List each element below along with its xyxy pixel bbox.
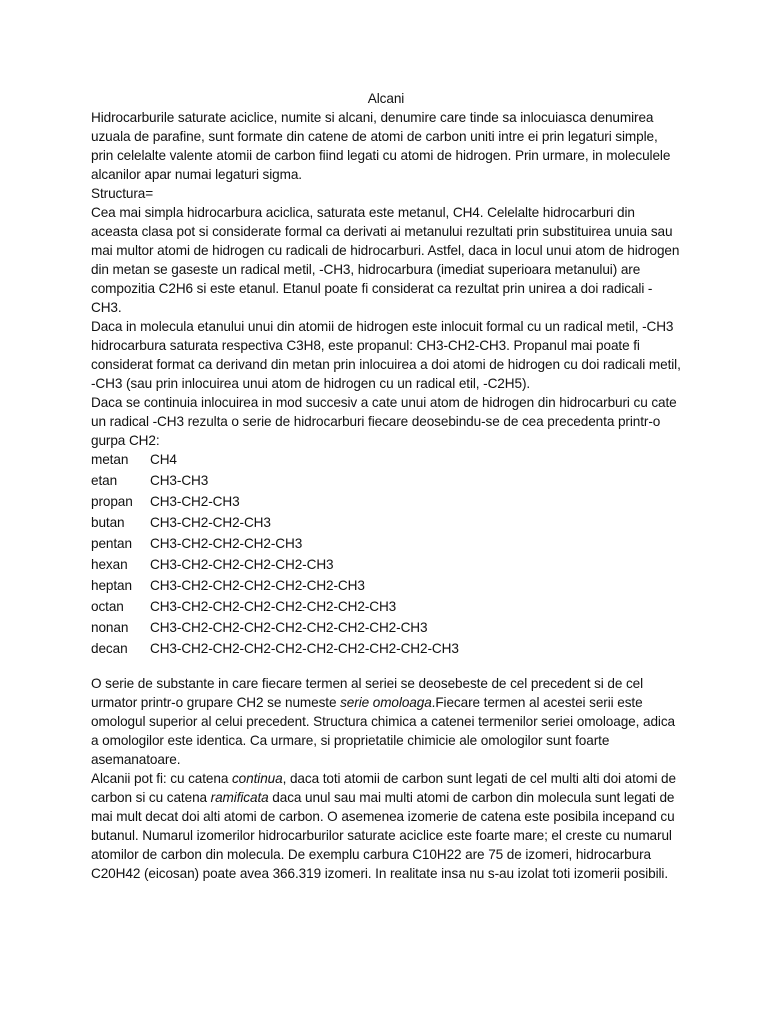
homolog-term: serie omoloaga [340, 695, 432, 710]
alkane-formula: CH3-CH3 [150, 473, 209, 488]
alkane-formula: CH3-CH2-CH2-CH2-CH2-CH3 [150, 557, 334, 572]
chain-paragraph [91, 769, 681, 883]
alkane-formula: CH4 [150, 452, 177, 467]
spacer [91, 660, 681, 674]
alkane-name: pentan [91, 536, 132, 551]
series-row [91, 471, 459, 492]
structure-heading: Structura= [91, 186, 154, 201]
alkane-name: octan [91, 599, 124, 614]
alkane-formula: CH3-CH2-CH2-CH2-CH2-CH2-CH2-CH3 [150, 599, 397, 614]
homolog-text-before: O serie de substante in care fiecare termen al seriei se deosebeste de cel precedent si de cel urmator printr-o grupare CH2 se numeste [91, 676, 644, 710]
alkane-name: etan [91, 473, 118, 488]
alkane-formula: CH3-CH2-CH2-CH2-CH2-CH2-CH2-CH2-CH2-CH3 [150, 641, 459, 656]
chain-term-continuous: continua [231, 771, 283, 786]
document-title: Alcani [367, 91, 405, 106]
document-body [91, 89, 681, 883]
propane-paragraph: Daca in molecula etanului unui din atomii de hidrogen este inlocuit formal cu un radical metil, -CH3 hidrocarbura saturata respectiva C3H8, este propanul: CH3-CH2-CH3. Propanul mai poate fi considerat format ca derivand din metan prin inlocuirea a doi atomi de hidrogen cu doi radicali metil, -CH3 (sau prin inlocuirea unui atom de hidrogen cu un radical etil, -C2H5). [91, 319, 681, 391]
alkane-name: metan [91, 452, 129, 467]
alkane-formula: CH3-CH2-CH2-CH2-CH3 [150, 536, 303, 551]
series-row [91, 492, 459, 513]
homolog-text-after: .Fiecare termen al acestei serii este omologul superior al celui precedent. Structura chimica a catenei termenilor seriei omoloage, adica a omologilor este identica. Ca urmare, si proprietatile chimicie ale omologilor sunt foarte asemanatoare. [91, 695, 675, 767]
alkane-name: nonan [91, 620, 129, 635]
series-row [91, 450, 459, 471]
series-row [91, 513, 459, 534]
chain-text-3: daca unul sau mai multi atomi de carbon din molecula sunt legati de mai mult decat doi alti atomi de carbon. O asemenea izomerie de catena este posibila incepand cu butanul. Numarul izomerilor hidrocarburilor saturate aciclice este foarte mare; el creste cu numarul atomilor de carbon din molecula. De exemplu carbura C10H22 are 75 de izomeri, hidrocarbura C20H42 (eicosan) poate avea 366.319 izomeri. In realitate insa nu s-au izolat toti izomerii posibili. [91, 790, 675, 881]
methane-paragraph: Cea mai simpla hidrocarbura aciclica, saturata este metanul, CH4. Celelalte hidrocarburi din aceasta clasa pot si considerate formal ca derivati ai metanului rezultati prin substituirea unuia sau mai multor atomi de hidrogen cu radicali de hidrocarburi. Astfel, daca in locul unui atom de hidrogen din metan se gaseste un radical metil, -CH3, hidrocarbura (imediat superioara metanului) are compozitia C2H6 si este etanul. Etanul poate fi considerat ca rezultat prin unirea a doi radicali -CH3. [91, 205, 680, 315]
alkane-formula: CH3-CH2-CH2-CH3 [150, 515, 271, 530]
alkane-formula: CH3-CH2-CH3 [150, 494, 240, 509]
homolog-paragraph [91, 674, 681, 769]
series-row [91, 576, 459, 597]
series-paragraph: Daca se continuia inlocuirea in mod succesiv a cate unui atom de hidrogen din hidrocarburi cu cate un radical -CH3 rezulta o serie de hidrocarburi fiecare deosebindu-se de cea precedenta printr-o gurpa CH2: [91, 395, 677, 448]
alkane-name: butan [91, 515, 125, 530]
alkane-formula: CH3-CH2-CH2-CH2-CH2-CH2-CH3 [150, 578, 365, 593]
chain-text-1: Alcanii pot fi: cu catena [91, 771, 232, 786]
series-row [91, 639, 459, 660]
chain-term-branched: ramificata [210, 790, 269, 805]
alkane-name: decan [91, 641, 128, 656]
series-row [91, 618, 459, 639]
series-row [91, 597, 459, 618]
alkane-formula: CH3-CH2-CH2-CH2-CH2-CH2-CH2-CH2-CH3 [150, 620, 428, 635]
alkane-name: heptan [91, 578, 132, 593]
series-row [91, 555, 459, 576]
chain-text-2: , daca toti atomii de carbon sunt legati de cel multi alti doi atomi de carbon si cu catena [91, 771, 676, 805]
homologous-series-table [91, 450, 459, 660]
intro-paragraph: Hidrocarburile saturate aciclice, numite si alcani, denumire care tinde sa inlocuiasca denumirea uzuala de parafine, sunt formate din catene de atomi de carbon uniti intre ei prin legaturi simple, prin celelalte valente atomii de carbon fiind legati cu atomi de hidrogen. Prin urmare, in moleculele alcanilor apar numai legaturi sigma. [91, 110, 671, 182]
alkane-name: propan [91, 494, 133, 509]
series-row [91, 534, 459, 555]
alkane-name: hexan [91, 557, 128, 572]
